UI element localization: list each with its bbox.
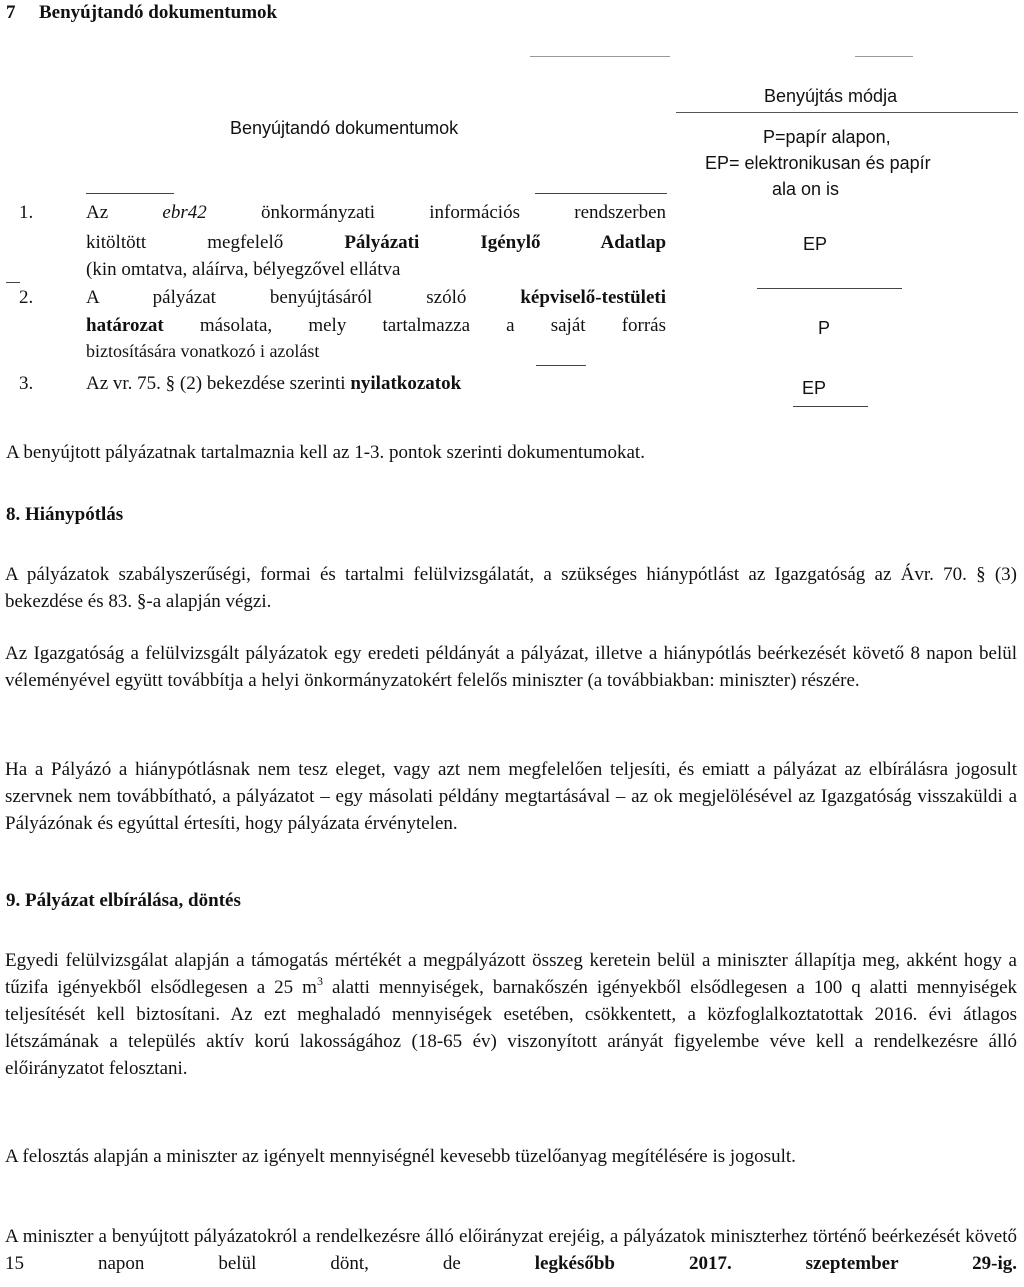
col1-header: Benyújtandó dokumentumok — [230, 118, 459, 138]
row2-line2-a: határozat — [86, 315, 164, 336]
section-9-paragraph-2: A felosztás alapján a miniszter az igényelt mennyiségnél kevesebb tüzelőanyag megítélésére is jogosult. — [5, 1146, 796, 1167]
row1-line1 — [86, 202, 666, 224]
row3-line1 — [86, 373, 461, 395]
row1-line2-a: kitöltött megfelelő — [86, 232, 284, 253]
section-8-heading — [6, 504, 123, 526]
row1-line2 — [86, 232, 666, 254]
row1-top-rule-right — [535, 193, 667, 194]
row1-line2-b: Pályázati Igénylő Adatlap — [344, 232, 667, 253]
section-8-paragraph-3: Ha a Pályázó a hiánypótlásnak nem tesz eleget, vagy azt nem megfelelően teljesíti, és emiatt a pályázat az elbírálásra jogosult szervnek nem továbbítható, a pályázatot – egy másolati példány megtartásával – az ok megjelölésével az Igazgatóság visszaküldi a Pályázónak és egyúttal értesíti, hogy pályázata érvénytelen. — [5, 759, 1017, 834]
section-8-paragraph-1: A pályázatok szabályszerűségi, formai és tartalmi felülvizsgálatát, a szükséges hiánypótlást az Igazgatóság az Ávr. 70. § (3) bekezdése és 83. §-a alapján végzi. — [5, 564, 1017, 612]
row2-number: 2. — [19, 287, 34, 308]
row2-line1 — [86, 287, 666, 309]
section-7-number: 7 — [6, 2, 16, 23]
row2-line2-b: másolata, mely tartalmazza a saját forrás — [199, 315, 667, 336]
col2-header-line2: P=papír alapon, — [763, 127, 891, 147]
section-9-p1-superscript: 3 — [316, 974, 323, 988]
section-9-heading — [6, 890, 241, 912]
row1-line3: (kin omtatva, aláírva, bélyegzővel ellátva — [86, 259, 401, 280]
section-9-p1-b: alatti mennyiségek, barnakőszén igényekből elsődlegesen a 100 q alatti mennyiségek teljesítését kell biztosítani. Az ezt meghaladó mennyiségek esetében, csökkentett, a közfoglalkoztatottak 2016. évi átlagos létszámának a település aktív korú lakosságához (18-65 év) viszonyított arányát figyelembe véve kell a rendelkezésre álló előirányzatot felosztani. — [5, 977, 1018, 1079]
row1-line1-c: önkormányzati információs rendszerben — [261, 202, 667, 223]
section-7-heading — [6, 2, 277, 24]
row3-mode-bottom-rule — [793, 406, 868, 407]
section-8-title: Hiánypótlás — [25, 504, 124, 525]
row3-line1-b: nyilatkozatok — [350, 373, 462, 394]
row1-bottom-rule-left — [6, 282, 20, 283]
row3-mode: EP — [802, 378, 827, 398]
row3-number: 3. — [19, 373, 34, 394]
section-9-p1-a: Egyedi felülvizsgálat alapján a támogatás mértékét a megpályázott összeg keretein belül a miniszter állapítja meg, akként hogy a tűzifa igényekből elsődlegesen a 25 m — [5, 950, 1017, 998]
row3-line1-a: Az vr. 75. § (2) bekezdése szerinti — [86, 373, 346, 394]
col2-header-rule — [676, 112, 1018, 113]
section-9-paragraph-1 — [5, 947, 1017, 1082]
row1-number: 1. — [19, 202, 34, 223]
section-9-p3-deadline: legkésőbb 2017. szeptember 29-ig. — [534, 1253, 1017, 1274]
section-9-number: 9. — [6, 890, 21, 911]
col2-header-title: Benyújtás módja — [764, 86, 898, 106]
row2-line2 — [86, 315, 666, 337]
row1-line1-b: ebr42 — [162, 202, 207, 223]
row1-line1-a: Az — [86, 202, 109, 223]
row2-line1-a: A pályázat benyújtásáról szóló — [86, 287, 467, 308]
section-8-paragraph-2: Az Igazgatóság a felülvizsgált pályázatok egy eredeti példányát a pályázat, illetve a hiánypótlás beérkezését követő 8 napon belül véleményével együtt továbbítja a helyi önkormányzatokért felelős miniszter (a továbbiakban: miniszter) részére. — [5, 643, 1017, 691]
col2-header-line4: ala on is — [772, 179, 840, 199]
row2-mode-top-rule — [757, 288, 902, 289]
section-9-paragraph-3 — [5, 1223, 1017, 1277]
col2-header-line3: EP= elektronikusan és papír — [705, 153, 931, 173]
row3-top-rule — [536, 365, 586, 366]
table-top-rule-left — [530, 56, 670, 57]
row2-mode: P — [818, 318, 831, 338]
row1-mode: EP — [803, 234, 828, 254]
row2-line1-b: képviselő-testületi — [520, 287, 666, 308]
section-8-number: 8. — [6, 504, 21, 525]
section-9-title: Pályázat elbírálása, döntés — [25, 890, 241, 911]
row2-line3: biztosítására vonatkozó i azolást — [86, 341, 320, 361]
row1-top-rule-left — [86, 193, 174, 194]
section-7-title: Benyújtandó dokumentumok — [39, 2, 278, 23]
table-top-rule-right — [855, 56, 913, 57]
section-9-p3-a: A miniszter a benyújtott pályázatokról a rendelkezésre álló előirányzat erejéig, a pályázatok miniszterhez történő beérkezését követő 15 napon belül dönt, de — [5, 1226, 1017, 1274]
table-note: A benyújtott pályázatnak tartalmaznia kell az 1-3. pontok szerinti dokumentumokat. — [6, 442, 645, 463]
